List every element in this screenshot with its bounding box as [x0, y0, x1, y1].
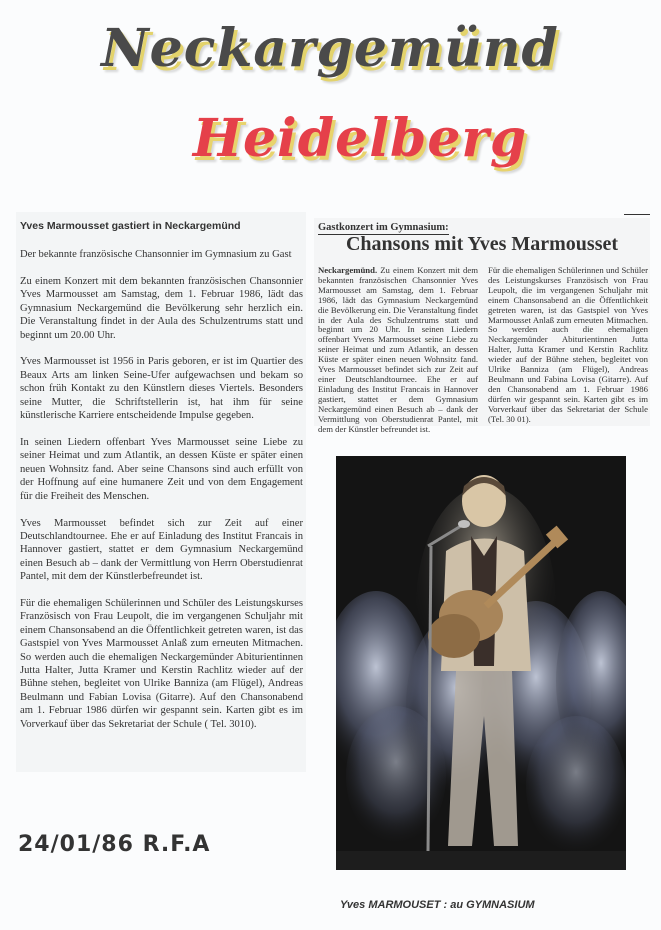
right-article-headline: Chansons mit Yves Marmousset: [345, 233, 619, 255]
left-article-body: [20, 248, 303, 745]
title-neckargemuend: Neckargemünd: [101, 18, 559, 79]
right-article-columns: [318, 266, 648, 434]
divider: [624, 214, 650, 215]
left-paragraph: Yves Marmousset befindet sich zur Zeit auf einer Deutschlandtournee. Ehe er auf Einladung des Institut Francais in Hannover gastiert, stattet er dem Gymnasium Neckargemünd einen Besuch ab – dank der Vermittlung von Herrn Oberstudienrat Pantel, mit dem der Künstlerbefreundet ist.: [20, 517, 303, 583]
right-col1-text: Zu einem Konzert mit dem bekannten französischen Chansonnier Yves Marmousset am Samstag, dem 1. Februar 1986, lädt das Gymnasium Neckargemünd die Bevölkerung ein. Die Veranstaltung findet in der Aula des Schulzentrums statt und beginnt um 20 Uhr. In seinen Liedern offenbart Yvens Marmousset seine Liebe zu seiner Heimat und zum Atlantik, an dessen Küste er später einen neuen Wohnsitz fand. Yves Marmousset befindet sich zur Zeit auf einer Deutschlandtournee. Ehe er auf Einladung des Institut Francais in Hannover gastiert, stattet er dem Gymnasium Neckargemünd einen Besuch ab – dank der Vermittlung von Oberstudienrat Pantel, mit dem der Künstler befreundet ist.: [318, 265, 478, 434]
right-article-col2: Für die ehemaligen Schülerinnen und Schüler des Leistungskurses Französisch von Frau Leupolt, die im vergangenen Schuljahr mit einem Chansonsabend an die Öffentlichkeit getreten waren, ist das Gastspiel von Yves Marmousset Anlaß zum erneuten Mitmachen. So werden auch die ehemaligen Neckargemünder Abiturientinnen Jutta Halter, Jutta Kramer und Kerstin Rachlitz wieder auf der Bühne stehen, begleitet von Ulrike Banniza (am Flügel), Andreas Beulmann und Fabina Lovisa (Gitarre). Auf den Chansonabend am 1. Februar 1986 dürfen wir gespannt sein. Karten gibt es im Vorverkauf über das Sekretariat der Schule (Tel. 30 01).: [488, 265, 648, 424]
right-article-col1: [318, 266, 478, 434]
left-paragraph: In seinen Liedern offenbart Yves Marmousset seine Liebe zu seiner Heimat und zum Atlantik, an dessen Küste er später einen neuen Wohnsitz fand. Aber seine Chansons sind auch erfüllt von der Hoffnung auf eine humanere Zeit und von dem Engagement für die Freiheit des Menschen.: [20, 436, 303, 502]
date-stamp: 24/01/86 R.F.A: [18, 832, 211, 857]
left-paragraph: Für die ehemaligen Schülerinnen und Schüler des Leistungskurses Französisch von Frau Leupolt, die im vergangenen Schuljahr mit einem Chansonsabend an die Öffentlichkeit getreten waren, ist das Gastspiel von Yves Marmousset Anlaß zum erneuten Mitmachen. So werden auch die ehemaligen Neckargemünder Abiturientinnen Jutta Halter, Jutta Kramer und Kerstin Rachlitz wieder auf der Bühne stehen, begleitet von Ulrike Banniza (am Flügel), Andreas Beulmann und Fabian Lovisa (Gitarre). Auf den Chansonabend am 1. Februar 1986 dürfen wir gespannt sein. Karten gibt es im Vorverkauf über das Sekretariat der Schule ( Tel. 3010).: [20, 598, 303, 730]
photo-caption: Yves MARMOUSET : au GYMNASIUM: [340, 899, 535, 911]
performer-illustration: [336, 456, 626, 870]
left-paragraph: Zu einem Konzert mit dem bekannten französischen Chansonnier Yves Marmousset am Samstag, dem 1. Februar 1986, lädt das Gymnasium Neckargemünd die Bevölkerung sehr herzlich ein. Die Veranstaltung findet in der Aula des Schulzentrums statt und beginnt um 20.00 Uhr.: [20, 275, 303, 341]
right-article-kicker: Gastkonzert im Gymnasium:: [318, 222, 449, 233]
left-paragraph: Yves Marmousset ist 1956 in Paris geboren, er ist im Quartier des Beaux Arts am linken Seine-Ufer aufgewachsen und bekam so schon früh Kontakt zu den Künstlern dieses Viertels. Besonders seine Mutter, die Schriftstellerin ist, hat ihm für seine künstlerische Karriere entscheidende Impulse gegeben.: [20, 356, 303, 422]
title-heidelberg: Heidelberg: [192, 108, 528, 169]
left-paragraph: Der bekannte französische Chansonnier im Gymnasium zu Gast: [20, 249, 292, 260]
concert-photo: [336, 456, 626, 870]
dateline: Neckargemünd.: [318, 265, 378, 275]
left-article-headline: Yves Marmousset gastiert in Neckargemünd: [20, 220, 241, 232]
right-article: [314, 218, 650, 434]
left-article: [16, 212, 306, 772]
